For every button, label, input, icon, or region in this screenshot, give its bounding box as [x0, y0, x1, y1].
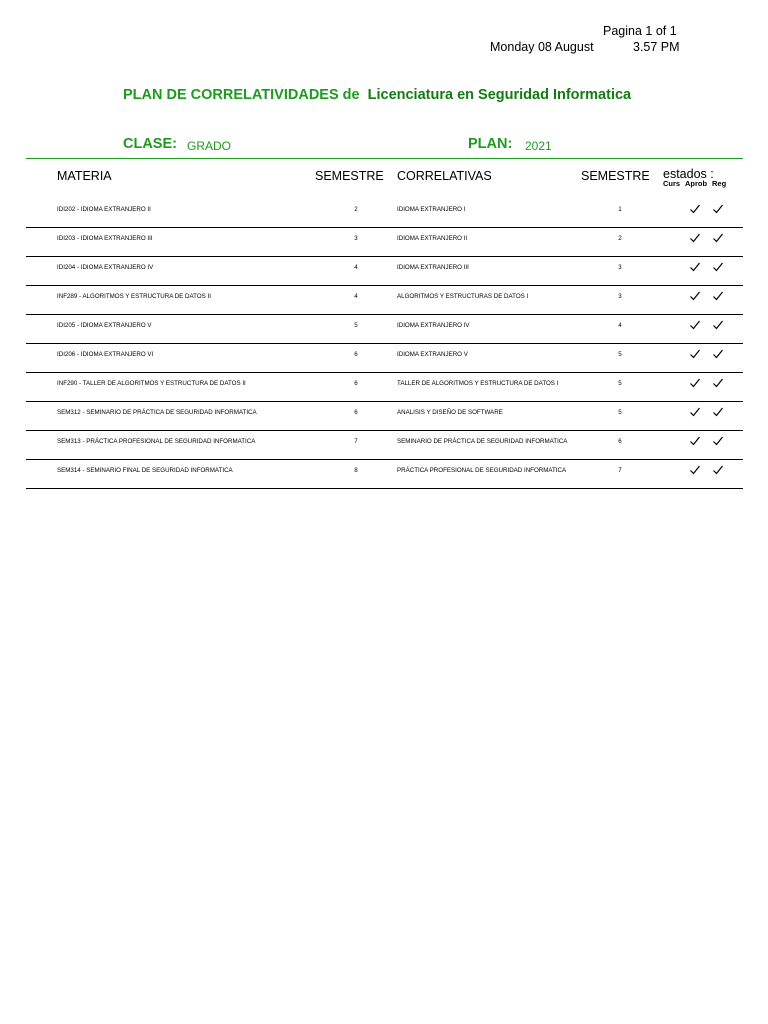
- table-row: [26, 256, 743, 286]
- estado-aprob: Aprob: [685, 179, 708, 188]
- table-row: [26, 459, 743, 489]
- plan-value: 2021: [525, 139, 552, 153]
- column-estados: estados :: [663, 167, 714, 181]
- check-icon: [689, 319, 701, 331]
- check-icon: [712, 435, 724, 447]
- correlativa-cell: ANALISIS Y DISEÑO DE SOFTWARE: [397, 409, 503, 416]
- materia-cell: SEM314 - SEMINARIO FINAL DE SEGURIDAD INFORMATICA: [57, 467, 233, 474]
- check-icon: [712, 319, 724, 331]
- table-row: [26, 401, 743, 431]
- correlativa-cell: PRÁCTICA PROFESIONAL DE SEGURIDAD INFORMATICA: [397, 467, 567, 474]
- correlativa-cell: SEMINARIO DE PRÁCTICA DE SEGURIDAD INFORMATICA: [397, 438, 568, 445]
- semestre-cell: 5: [354, 322, 358, 329]
- semestre-cell: 4: [354, 264, 358, 271]
- title-prefix: PLAN DE CORRELATIVIDADES de: [123, 87, 360, 103]
- column-semestre-correlativa: SEMESTRE: [581, 169, 650, 183]
- page-number: Pagina 1 of 1: [603, 24, 677, 38]
- career-name: Licenciatura en Seguridad Informatica: [367, 87, 632, 103]
- check-icon: [712, 203, 724, 215]
- table-row: [26, 430, 743, 460]
- semestre-correlativa-cell: 3: [618, 293, 622, 300]
- semestre-correlativa-cell: 5: [618, 380, 622, 387]
- materia-cell: INF289 - ALGORITMOS Y ESTRUCTURA DE DATOS II: [57, 293, 211, 300]
- check-icon: [712, 232, 724, 244]
- table-row: [26, 198, 743, 228]
- check-icon: [689, 232, 701, 244]
- correlativa-cell: IDIOMA EXTRANJERO III: [397, 264, 469, 271]
- column-correlativas: CORRELATIVAS: [397, 169, 492, 183]
- check-icon: [712, 261, 724, 273]
- semestre-cell: 6: [354, 409, 358, 416]
- header-divider: [26, 158, 743, 159]
- semestre-correlativa-cell: 6: [618, 438, 622, 445]
- semestre-cell: 6: [354, 380, 358, 387]
- correlativa-cell: ALGORITMOS Y ESTRUCTURAS DE DATOS I: [397, 293, 529, 300]
- check-icon: [712, 406, 724, 418]
- report-title: [123, 87, 631, 103]
- clase-value: GRADO: [187, 139, 232, 153]
- report-time: 3.57 PM: [633, 40, 680, 54]
- estado-reg: Reg: [712, 179, 727, 188]
- check-icon: [689, 203, 701, 215]
- correlativa-cell: IDIOMA EXTRANJERO II: [397, 235, 468, 242]
- plan-label: PLAN:: [468, 136, 513, 152]
- check-icon: [689, 261, 701, 273]
- clase-label: CLASE:: [123, 136, 177, 152]
- column-materia: MATERIA: [57, 169, 112, 183]
- semestre-cell: 8: [354, 467, 358, 474]
- semestre-correlativa-cell: 2: [618, 235, 622, 242]
- materia-cell: SEM313 - PRÁCTICA PROFESIONAL DE SEGURIDAD INFORMATICA: [57, 438, 256, 445]
- correlativa-cell: IDIOMA EXTRANJERO I: [397, 206, 466, 213]
- materia-cell: SEM312 - SEMINARIO DE PRÁCTICA DE SEGURIDAD INFORMATICA: [57, 409, 257, 416]
- report-date: Monday 08 August: [490, 40, 594, 54]
- table-row: [26, 343, 743, 373]
- check-icon: [712, 290, 724, 302]
- semestre-cell: 4: [354, 293, 358, 300]
- semestre-correlativa-cell: 5: [618, 409, 622, 416]
- check-icon: [689, 348, 701, 360]
- check-icon: [712, 464, 724, 476]
- check-icon: [689, 435, 701, 447]
- column-semestre: SEMESTRE: [315, 169, 384, 183]
- correlativa-cell: IDIOMA EXTRANJERO IV: [397, 322, 470, 329]
- table-row: [26, 285, 743, 315]
- semestre-correlativa-cell: 7: [618, 467, 622, 474]
- semestre-cell: 2: [354, 206, 358, 213]
- semestre-correlativa-cell: 5: [618, 351, 622, 358]
- semestre-correlativa-cell: 1: [618, 206, 622, 213]
- semestre-cell: 6: [354, 351, 358, 358]
- check-icon: [689, 464, 701, 476]
- materia-cell: INF290 - TALLER DE ALGORITMOS Y ESTRUCTURA DE DATOS II: [57, 380, 246, 387]
- estado-curs: Curs: [663, 179, 681, 188]
- correlativa-cell: TALLER DE ALGORITMOS Y ESTRUCTURA DE DATOS I: [397, 380, 559, 387]
- table-row: [26, 372, 743, 402]
- semestre-correlativa-cell: 4: [618, 322, 622, 329]
- check-icon: [689, 406, 701, 418]
- materia-cell: IDI205 - IDIOMA EXTRANJERO V: [57, 322, 152, 329]
- semestre-cell: 7: [354, 438, 358, 445]
- semestre-correlativa-cell: 3: [618, 264, 622, 271]
- materia-cell: IDI202 - IDIOMA EXTRANJERO II: [57, 206, 151, 213]
- materia-cell: IDI203 - IDIOMA EXTRANJERO III: [57, 235, 153, 242]
- materia-cell: IDI206 - IDIOMA EXTRANJERO VI: [57, 351, 154, 358]
- check-icon: [689, 377, 701, 389]
- materia-cell: IDI204 - IDIOMA EXTRANJERO IV: [57, 264, 154, 271]
- semestre-cell: 3: [354, 235, 358, 242]
- check-icon: [689, 290, 701, 302]
- table-row: [26, 314, 743, 344]
- check-icon: [712, 348, 724, 360]
- table-row: [26, 227, 743, 257]
- check-icon: [712, 377, 724, 389]
- correlativa-cell: IDIOMA EXTRANJERO V: [397, 351, 468, 358]
